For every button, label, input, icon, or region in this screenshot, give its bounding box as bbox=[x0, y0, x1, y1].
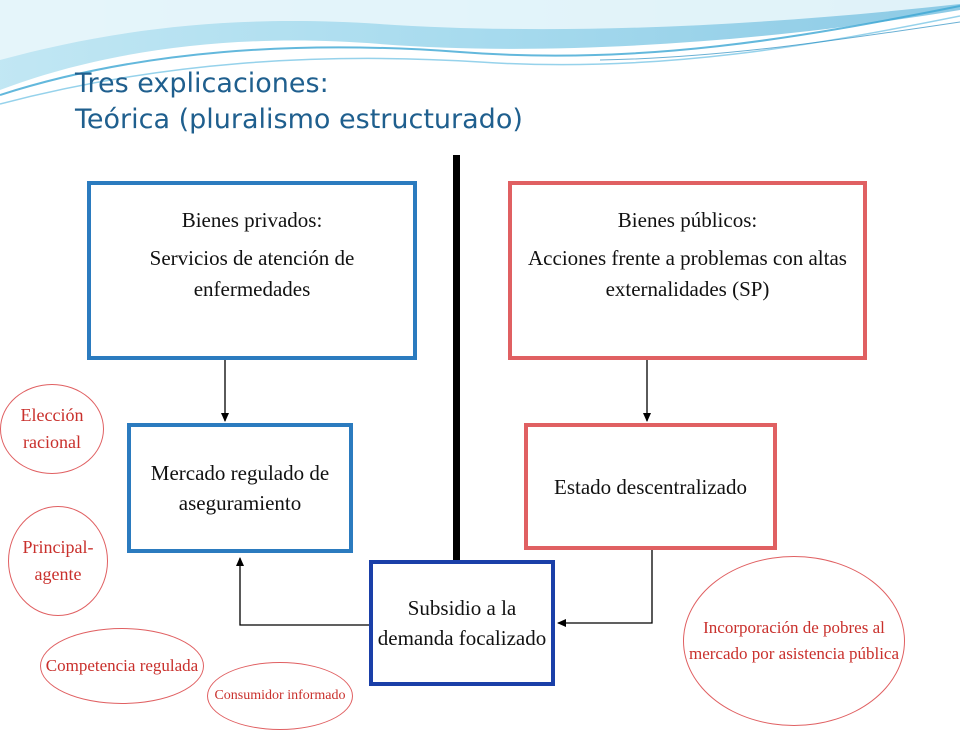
oval-principal-agente bbox=[8, 506, 108, 616]
arrow-subsidy-to-market bbox=[240, 558, 369, 625]
box-mercado-regulado bbox=[127, 423, 353, 553]
oval-competencia-regulada bbox=[40, 628, 204, 704]
title-line-2: Teórica (pluralismo estructurado) bbox=[75, 104, 523, 135]
oval-principal-text: Principal-agente bbox=[22, 537, 94, 584]
box-market-text: Mercado regulado de aseguramiento bbox=[150, 461, 330, 515]
oval-eleccion-text: Elección racional bbox=[20, 405, 84, 452]
box-subsidy-text: Subsidio a la demanda focalizado bbox=[377, 596, 547, 650]
oval-eleccion-racional bbox=[0, 384, 104, 474]
oval-consumidor-text: Consumidor informado bbox=[214, 688, 346, 703]
oval-incorporacion-pobres bbox=[683, 556, 905, 726]
box-state-text: Estado descentralizado bbox=[554, 474, 747, 499]
arrow-state-to-subsidy bbox=[558, 550, 652, 623]
box-bienes-publicos bbox=[508, 181, 867, 360]
oval-competencia-text: Competencia regulada bbox=[45, 656, 199, 675]
box-estado-descentralizado bbox=[524, 423, 777, 550]
box-private-heading: Bienes privados: bbox=[181, 208, 323, 232]
box-private-body: Servicios de atención de enfermedades bbox=[149, 246, 355, 301]
box-public-body: Acciones frente a problemas con altas externalidades (SP) bbox=[528, 246, 847, 301]
box-public-heading: Bienes públicos: bbox=[617, 208, 758, 232]
title-line-1: Tres explicaciones: bbox=[75, 68, 329, 99]
box-bienes-privados bbox=[87, 181, 417, 360]
box-subsidio-demanda bbox=[369, 560, 555, 686]
oval-incorporacion-text: Incorporación de pobres al mercado por asistencia pública bbox=[688, 618, 900, 663]
